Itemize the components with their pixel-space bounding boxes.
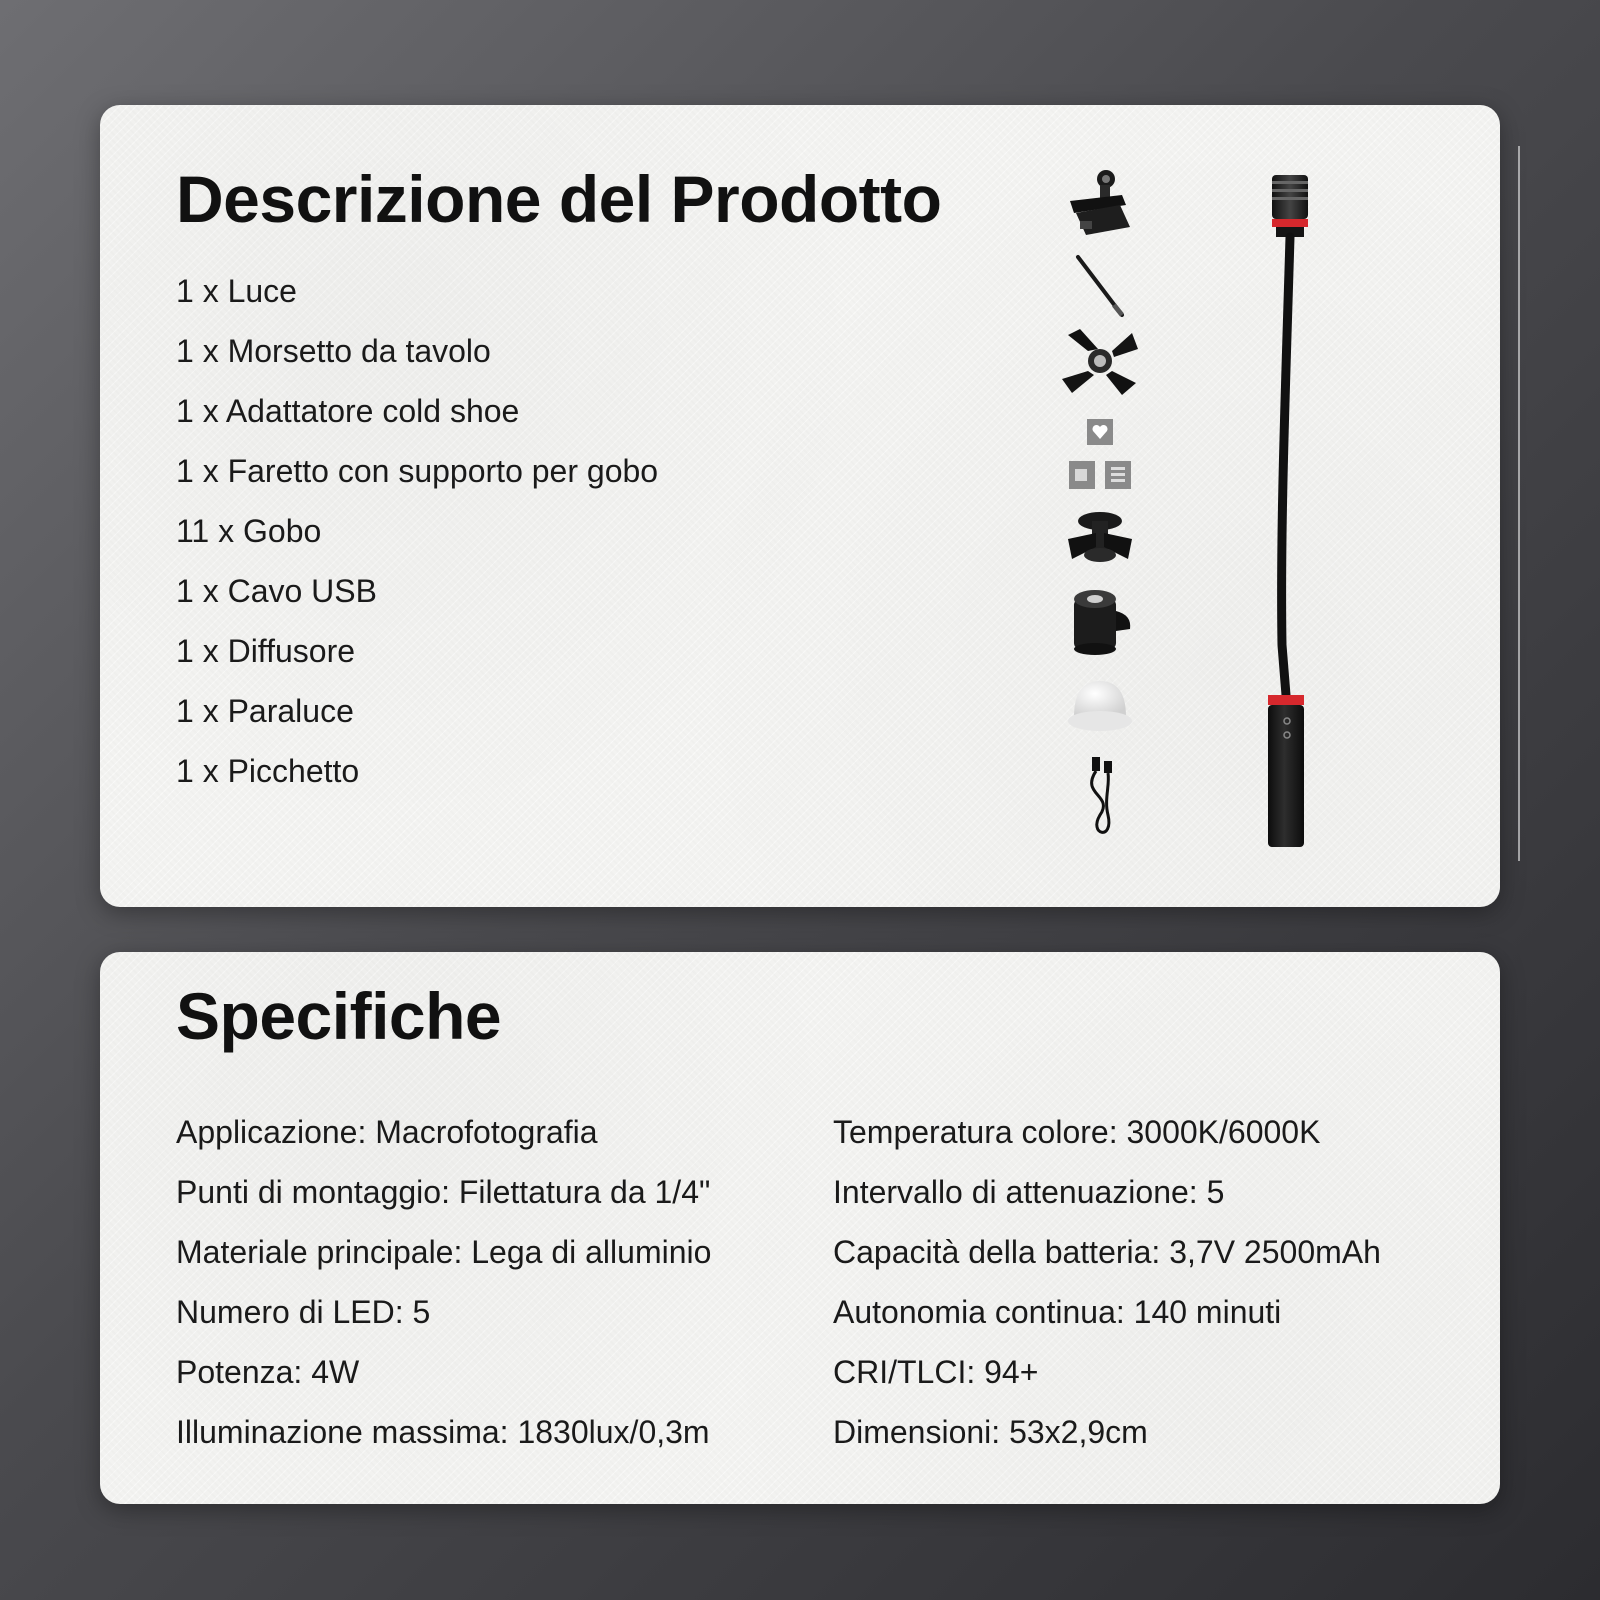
gobo-icon xyxy=(1050,417,1150,493)
clamp-icon xyxy=(1050,165,1150,245)
product-description-card xyxy=(100,105,1500,907)
spec-row: Potenza: 4W xyxy=(176,1354,360,1390)
stake-icon xyxy=(1050,253,1150,323)
list-item: 1 x Adattatore cold shoe xyxy=(176,393,520,429)
spec-row: Numero di LED: 5 xyxy=(176,1294,431,1330)
list-item: 1 x Faretto con supporto per gobo xyxy=(176,453,659,489)
list-item: 1 x Morsetto da tavolo xyxy=(176,333,491,369)
cold-shoe-icon xyxy=(1050,503,1150,573)
description-title: Descrizione del Prodotto xyxy=(176,162,942,236)
barn-door-icon xyxy=(1050,327,1150,397)
specs-title: Specifiche xyxy=(176,979,502,1053)
specs-left-column xyxy=(176,1102,711,1462)
list-item: 1 x Cavo USB xyxy=(176,573,377,609)
spec-row: Illuminazione massima: 1830lux/0,3m xyxy=(176,1414,710,1450)
specifications-card xyxy=(100,952,1500,1504)
spec-row: Applicazione: Macrofotografia xyxy=(176,1114,598,1150)
usb-cable-icon xyxy=(1050,755,1150,845)
list-item: 11 x Gobo xyxy=(176,513,322,549)
spec-row: Capacità della batteria: 3,7V 2500mAh xyxy=(833,1234,1381,1270)
specs-right-column xyxy=(833,1102,1381,1462)
list-item: 1 x Diffusore xyxy=(176,633,356,669)
list-item: 1 x Paraluce xyxy=(176,693,354,729)
list-item: 1 x Picchetto xyxy=(176,753,360,789)
edge-divider xyxy=(1518,146,1520,861)
gooseneck-light-image xyxy=(1250,175,1330,847)
spec-row: CRI/TLCI: 94+ xyxy=(833,1354,1039,1390)
spec-row: Intervallo di attenuazione: 5 xyxy=(833,1174,1225,1210)
spotlight-icon xyxy=(1050,585,1150,657)
package-contents-list xyxy=(176,261,658,801)
diffuser-icon xyxy=(1050,673,1150,739)
spec-row: Dimensioni: 53x2,9cm xyxy=(833,1414,1148,1450)
spec-row: Punti di montaggio: Filettatura da 1/4" xyxy=(176,1174,711,1210)
list-item: 1 x Luce xyxy=(176,273,297,309)
spec-row: Temperatura colore: 3000K/6000K xyxy=(833,1114,1321,1150)
spec-row: Materiale principale: Lega di alluminio xyxy=(176,1234,712,1270)
spec-row: Autonomia continua: 140 minuti xyxy=(833,1294,1282,1330)
